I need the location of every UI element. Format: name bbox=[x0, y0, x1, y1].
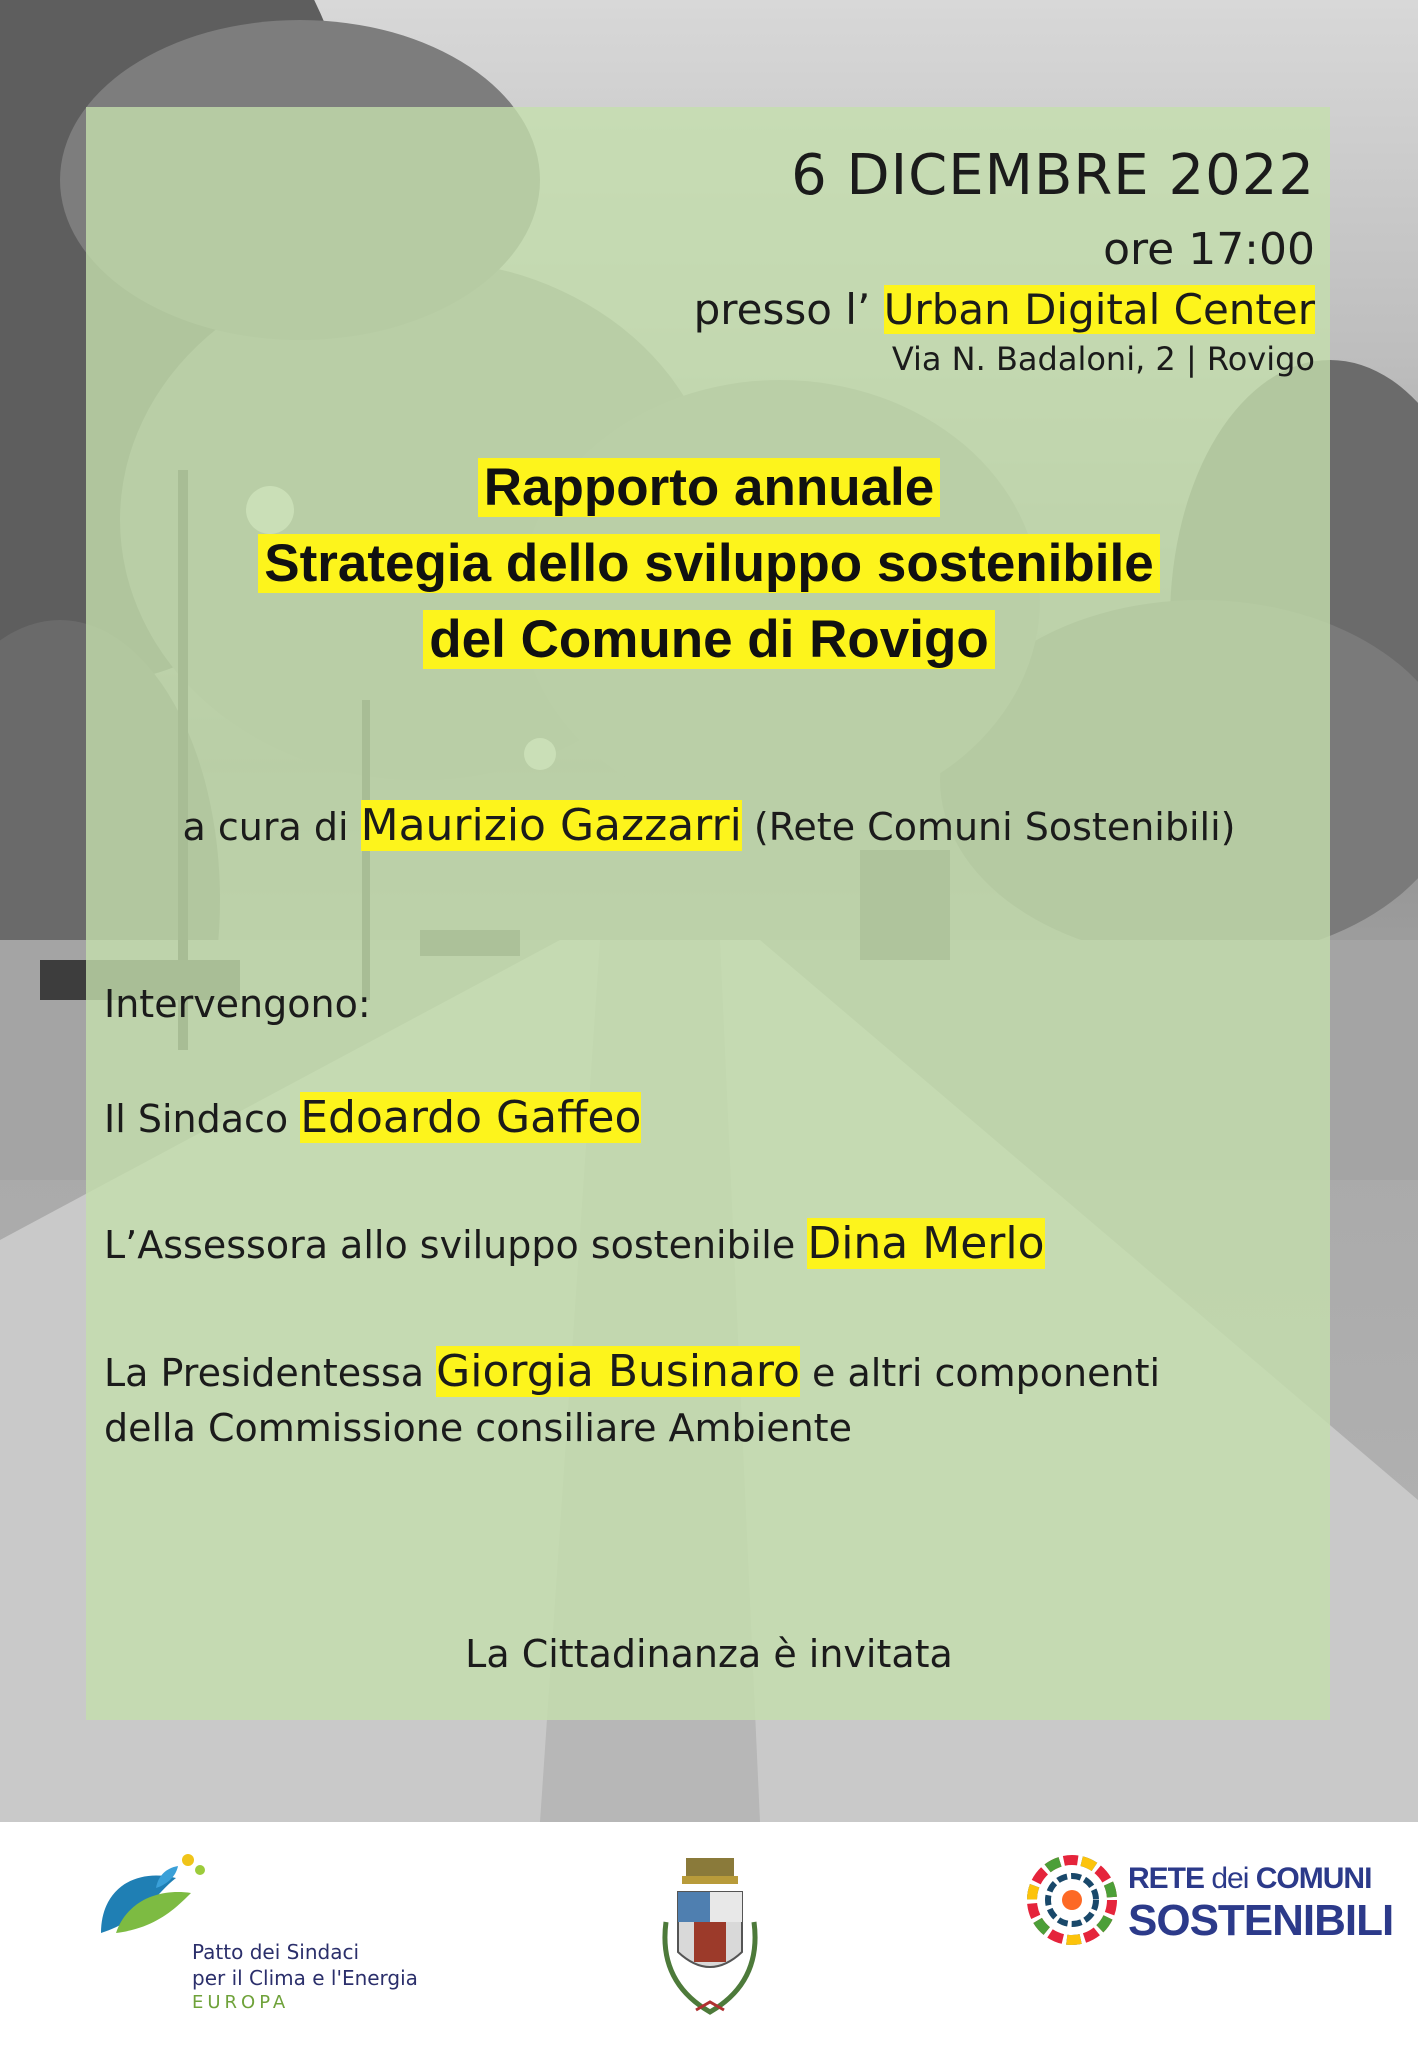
rete-dei-word: dei bbox=[1211, 1862, 1249, 1895]
footer-logos bbox=[0, 1822, 1418, 2048]
curated-prefix: a cura di bbox=[182, 805, 349, 849]
assessor-role: L’Assessora allo sviluppo sostenibile bbox=[104, 1223, 796, 1267]
title-line-3: del Comune di Rovigo bbox=[423, 610, 994, 669]
speakers-heading: Intervengono: bbox=[104, 982, 371, 1026]
assessor-name: Dina Merlo bbox=[807, 1218, 1045, 1269]
rete-comuni-sostenibili-logo bbox=[1024, 1848, 1394, 1968]
patto-line-2: per il Clima e l'Energia bbox=[192, 1966, 418, 1990]
event-date: 6 DICEMBRE 2022 bbox=[791, 143, 1315, 208]
rovigo-coat-of-arms-icon bbox=[648, 1852, 772, 2022]
patto-line-1: Patto dei Sindaci bbox=[192, 1940, 360, 1964]
patto-dei-sindaci-logo bbox=[96, 1848, 436, 2013]
mayor-name: Edoardo Gaffeo bbox=[300, 1092, 642, 1143]
event-venue bbox=[694, 285, 1315, 334]
sdg-wheel-icon bbox=[1024, 1852, 1120, 1948]
event-time: ore 17:00 bbox=[1103, 224, 1315, 275]
mayor-role: Il Sindaco bbox=[104, 1097, 289, 1141]
patto-line-3: EUROPA bbox=[192, 1992, 290, 2013]
president-suffix: e altri componenti bbox=[812, 1351, 1161, 1395]
curated-by bbox=[0, 800, 1418, 851]
event-address: Via N. Badaloni, 2 | Rovigo bbox=[891, 340, 1315, 378]
title-line-1: Rapporto annuale bbox=[478, 458, 941, 517]
title-line-2: Strategia dello sviluppo sostenibile bbox=[258, 534, 1159, 593]
curator-affiliation: (Rete Comuni Sostenibili) bbox=[753, 805, 1236, 849]
rete-line-1 bbox=[1128, 1862, 1371, 1896]
speaker-president bbox=[104, 1346, 1160, 1397]
speaker-mayor bbox=[104, 1092, 641, 1143]
speaker-assessor bbox=[104, 1218, 1045, 1269]
rete-line-2: SOSTENIBILI bbox=[1128, 1896, 1394, 1945]
venue-name: Urban Digital Center bbox=[883, 285, 1315, 334]
curator-name: Maurizio Gazzarri bbox=[360, 800, 742, 851]
rete-comuni-word: COMUNI bbox=[1255, 1862, 1372, 1895]
president-role: La Presidentessa bbox=[104, 1351, 425, 1395]
president-commission: della Commissione consiliare Ambiente bbox=[104, 1406, 852, 1450]
rete-word: RETE bbox=[1128, 1862, 1205, 1895]
patto-leaf-icon bbox=[96, 1848, 216, 1938]
venue-prefix: presso l’ bbox=[693, 285, 871, 334]
invitation-text: La Cittadinanza è invitata bbox=[465, 1632, 953, 1676]
president-name: Giorgia Businaro bbox=[436, 1346, 800, 1397]
page-title bbox=[0, 450, 1418, 678]
